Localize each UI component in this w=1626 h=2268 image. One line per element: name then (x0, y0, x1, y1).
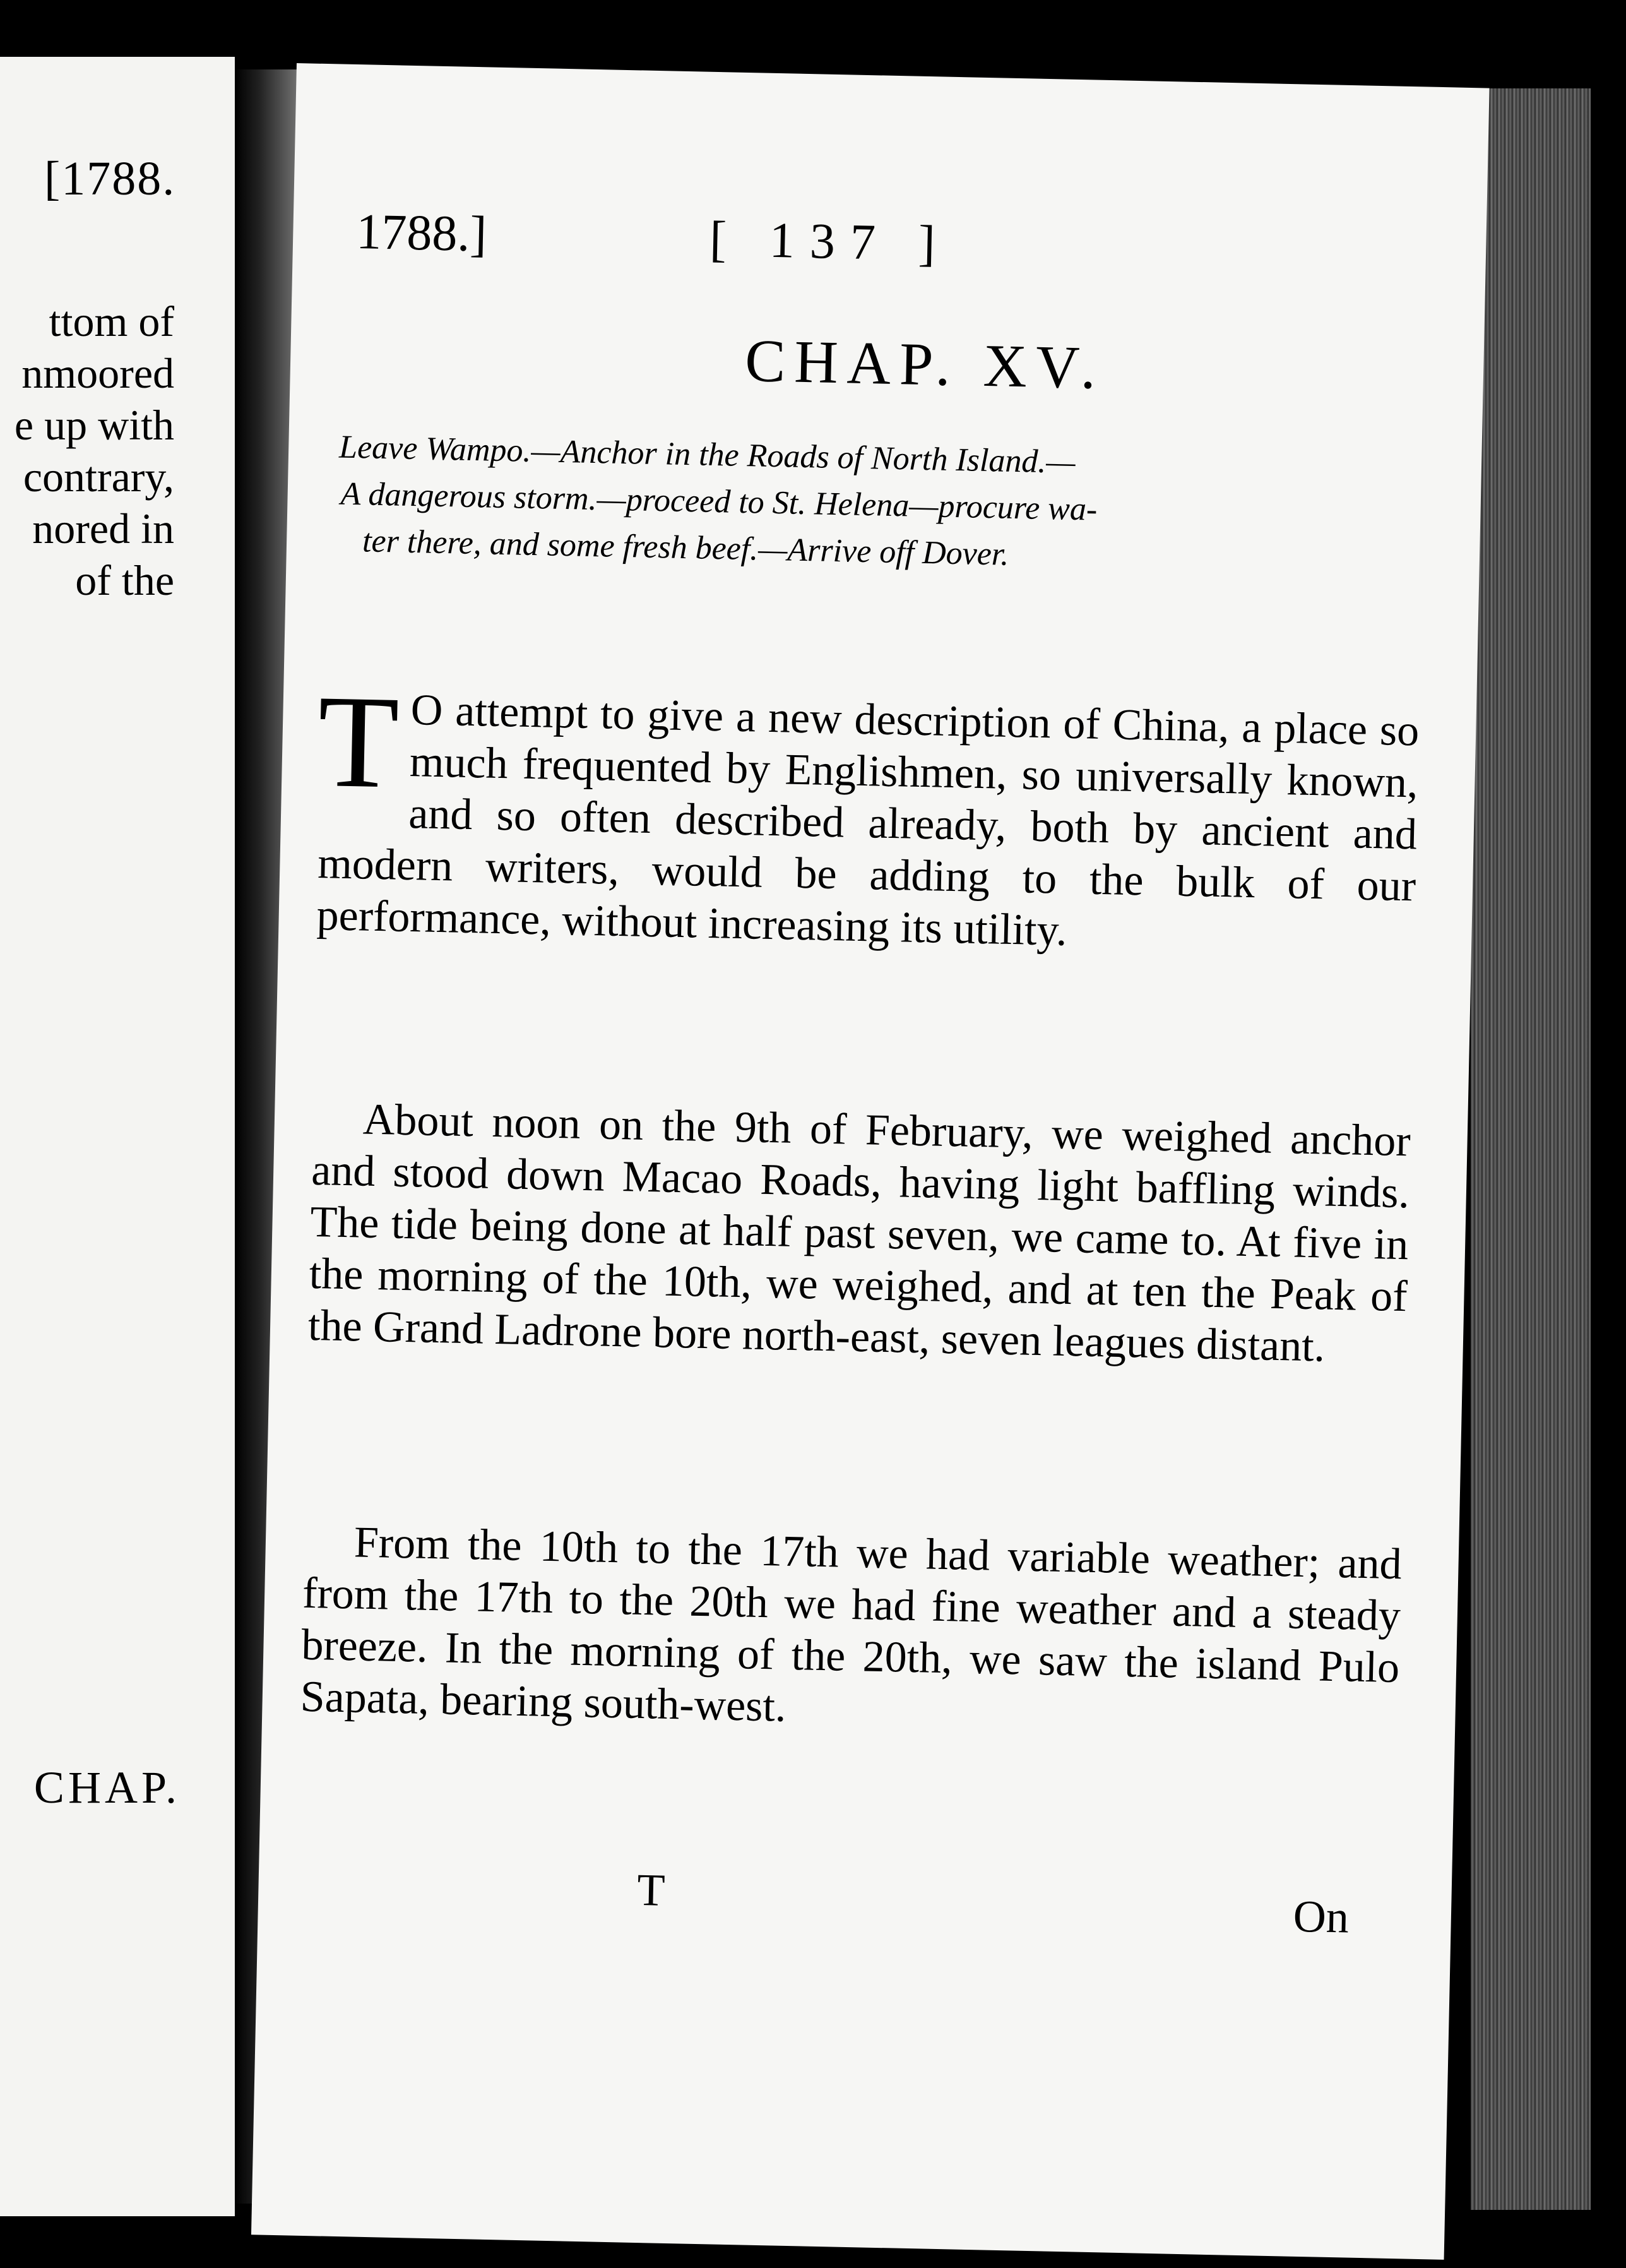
left-page-line: contrary, (23, 453, 174, 501)
chapter-synopsis (336, 424, 1425, 587)
left-page-line: e up with (14, 401, 174, 449)
signature-mark: T (636, 1864, 666, 1916)
left-page-running-head: [1788. (44, 152, 176, 205)
left-page-line: nmoored (21, 349, 174, 397)
right-page (251, 63, 1490, 2260)
paragraph-1-text: O attempt to give a new description of China, a place so much frequented by Englishmen, so universally known, and so often described already, both by ancient and modern writers, would be adding to the bulk of our performance, without increasing its utility. (316, 686, 1420, 955)
left-facing-page (0, 57, 235, 2216)
running-head (355, 203, 1430, 295)
synopsis-line: A dangerous storm.—proceed to St. Helena—procure wa- (340, 475, 1098, 528)
catchword: On (1293, 1890, 1350, 1943)
left-page-line: ttom of (49, 297, 174, 345)
paragraph-1 (316, 667, 1420, 964)
stacked-page-edges (1471, 88, 1591, 2210)
left-page-line: nored in (32, 504, 174, 552)
left-page-line: of the (75, 556, 174, 604)
running-head-year: 1788.] (355, 204, 487, 263)
left-page-catchword: CHAP. (33, 1762, 181, 1813)
paragraph-3: From the 10th to the 17th we had variable weather; and from the 17th to the 20th we had fine weather and a steady breeze. In the morning of the 20th, we saw the island Pulo Sapata, bearing south-west. (300, 1518, 1403, 1731)
page-number: [ 137 ] (709, 211, 951, 272)
synopsis-line: Leave Wampo.—Anchor in the Roads of North Island.— (338, 429, 1076, 480)
drop-cap: T (316, 667, 401, 816)
chapter-title: CHAP. XV. (744, 326, 1106, 402)
paragraph-2: About noon on the 9th of February, we weighed anchor and stood down Macao Roads, having light baffling winds. The tide being done at half past seven, we came to. At five in the morning of the 10th, we weighed, and at ten the Peak of the Grand Ladrone bore north-east, seven leagues distant. (307, 1095, 1411, 1371)
synopsis-line: ter there, and some fresh beef.—Arrive off Dover. (362, 523, 1009, 573)
